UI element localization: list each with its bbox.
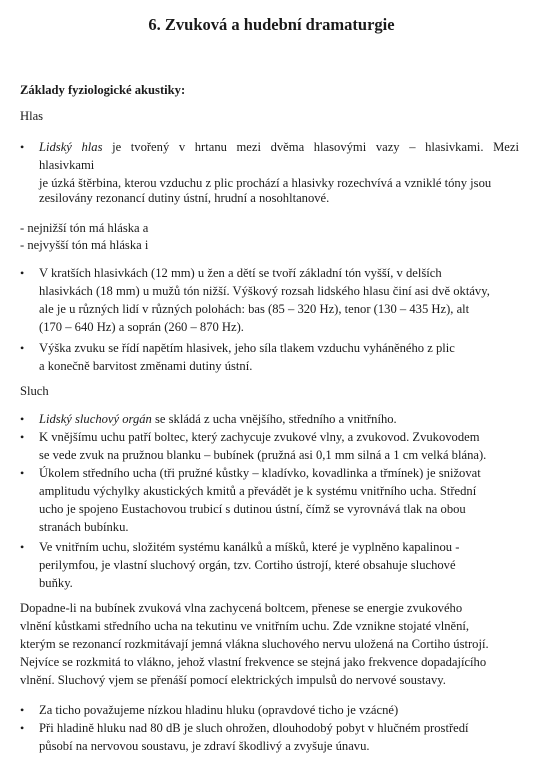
hlas-bullet-1 — [39, 138, 519, 174]
bullet-icon: • — [20, 721, 25, 735]
sluch-heading: Sluch — [20, 384, 49, 398]
body-paragraph: Dopadne-li na bubínek zvuková vlna zachycená boltcem, přenese se energie zvukového vlnění kůstkami středního ucha na tekutinu ve vnitřním uchu. Zde vznikne stojaté vlnění, kterým se rezonancí rozkmitávají jemná vlákna sluchového nervu uložená na Cortiho ústrojí. Nejvíce se rozkmitá to vlákno, jehož vlastní frekvence se stejná jako frekvence dopadajícího vlnění. Sluchový vjem se přenáší pomocí elektrických impulsů do nervové soustavy. — [20, 601, 489, 687]
hlas-bullet-1-line4: zesilovány rezonancí dutiny ústní, hrudní a nosohltanové. — [39, 191, 330, 205]
sluch-bullet-4: Ve vnitřním uchu, složitém systému kanálků a míšků, které je vyplněno kapalinou - perilymfou, je vlastní sluchový orgán, tzv. Cortiho ústrojí, které obsahuje sluchové buňky. — [39, 540, 460, 590]
bullet-icon: • — [20, 430, 25, 444]
sluch-bullet-2: K vnějšímu uchu patří boltec, který zachycuje zvukové vlny, a zvukovod. Zvukovodem se vede zvuk na pružnou blanku – bubínek (pružná asi 0,1 mm silná a 1 cm velká blána). — [39, 430, 487, 462]
page-title: 6. Zvuková a hudební dramaturgie — [148, 15, 395, 34]
final-bullet-1: Za ticho považujeme nízkou hladinu hluku (opravdové ticho je vzácné) — [39, 703, 399, 717]
bullet-icon: • — [20, 703, 25, 717]
hlas-bullet-2: V kratších hlasivkách (12 mm) u žen a dětí se tvoří základní tón vyšší, v delších hlasivkách (18 mm) u mužů tón nižší. Výškový rozsah lidského hlasu činí asi dvě oktávy, ale je u různých lidí v různých polohách: bas (85 – 320 Hz), tenor (130 – 435 Hz), alt (170 – 640 Hz) a soprán (260 – 870 Hz). — [39, 266, 490, 334]
hlas-bullet-1-line2: hlasivkami — [39, 158, 95, 172]
bullet-icon: • — [20, 140, 25, 154]
hlas-heading: Hlas — [20, 109, 44, 123]
sluch-bullet-3: Úkolem středního ucha (tři pružné kůstky – kladívko, kovadlinka a třmínek) je snižovat amplitudu výchylky akustických kmitů a převádět je k systému vnitřního ucha. Střední ucho je spojeno Eustachovou trubicí s dutinou ústní, čímž se vyrovnává tlak na obou stranách bubínku. — [39, 466, 481, 534]
dash-line-1: - nejnižší tón má hláska a — [20, 221, 149, 235]
bullet-icon: • — [20, 341, 25, 355]
hlas-bullet-1-line3: je úzká štěrbina, kterou vzduchu z plic prochází a hlasivky rozechvívá a vzniklé tóny jsou — [39, 176, 492, 190]
bullet-icon: • — [20, 266, 25, 280]
hlas-bullet-3: Výška zvuku se řídí napětím hlasivek, jeho síla tlakem vzduchu vyháněného z plic a konečně barvitost změnami dutiny ústní. — [39, 341, 455, 373]
section-heading: Základy fyziologické akustiky: — [20, 83, 186, 97]
bullet-icon: • — [20, 540, 25, 554]
sluch-bullet-1: Lidský sluchový orgán se skládá z ucha vnějšího, středního a vnitřního. — [39, 412, 397, 426]
final-bullet-2: Při hladině hluku nad 80 dB je sluch ohrožen, dlouhodobý pobyt v hlučném prostředí působí na nervovou soustavu, je zdraví škodlivý a zvyšuje únavu. — [39, 721, 469, 753]
hlas-bullet-1-line1: Lidský hlas je tvořený v hrtanu mezi dvěma hlasovými vazy – hlasivkami. Mezi — [39, 140, 519, 154]
bullet-icon: • — [20, 412, 25, 426]
bullet-icon: • — [20, 466, 25, 480]
dash-line-2: - nejvyšší tón má hláska i — [20, 238, 149, 252]
